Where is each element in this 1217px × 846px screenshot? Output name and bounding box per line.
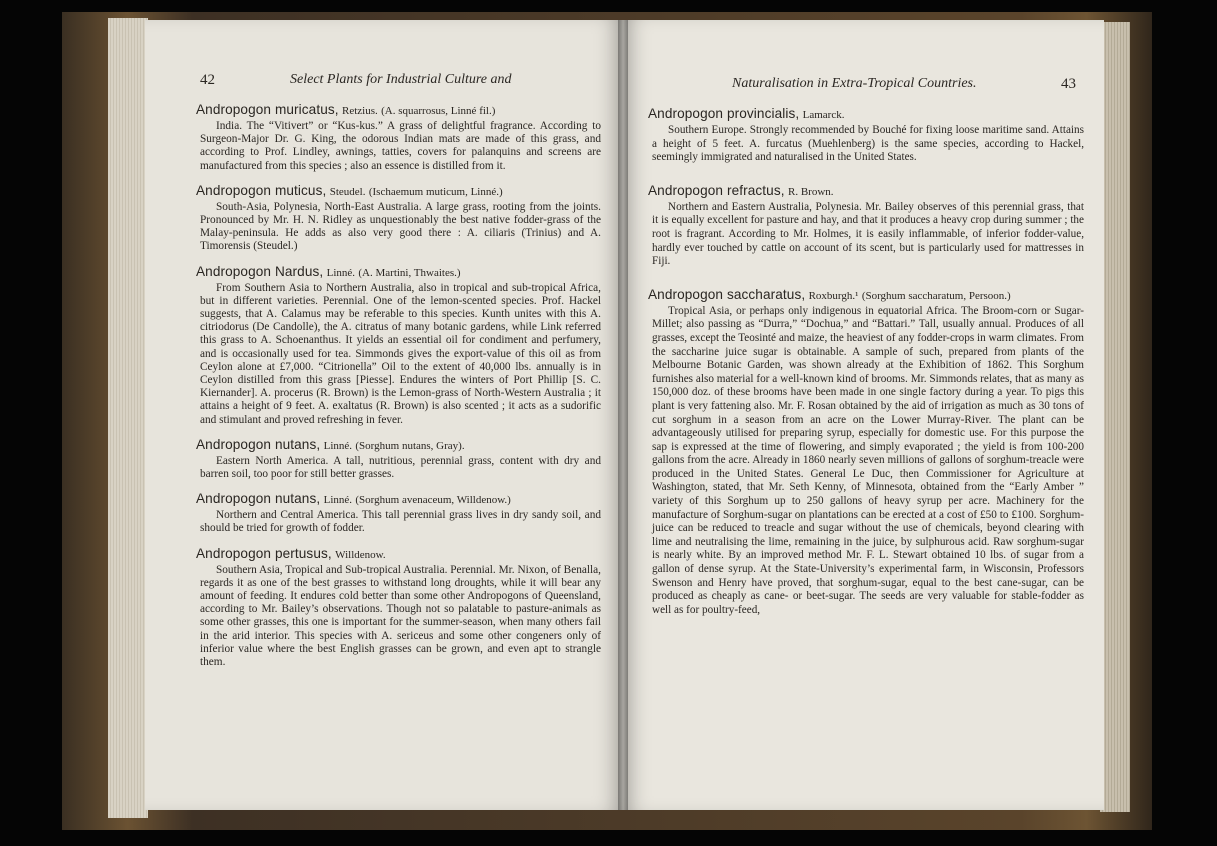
- entry-heading: [196, 546, 601, 563]
- entry-text: Tropical Asia, or perhaps only indigenous in equatorial Africa. The Broom-corn or Sugar-Millet; also passing as “Durra,” “Dochua,” and “Battari.” Tall, usually annual. Produces of all grasses, except the Teosinté and maize, the heaviest of any fodder-crops in warm climates. From the saccharine juice sugar is obtainable. A sample of such, prepared from plants of the Melbourne Botanic Garden, was shown already at the Exhibition of 1862. This Sorghum furnishes also material for a well-known kind of brooms. Mr. Simmonds relates, that as many as 150,000 doz. of these brooms have been made in one single factory during a year. To pigs this plant is very fattening also. Mr. F. Rosan obtained by the aid of irrigation as much as 30 tons of cut sorghum in a season from an acre on the Lower Murray-River. The plant can be advantageously utilised for preparing syrup, especially for domestic use. For this purpose the sap is expressed at the time of flowering, and simply evaporated ; the yield is from 100-200 gallons from the acre. Already in 1860 nearly seven millions of gallons of sorghum-treacle were produced in the United States. General Le Duc, then Commissioner for Agriculture at Washington, stated, that Mr. Seth Kenny, of Minnesota, obtained from the “Early Amber ” variety of this Sorghum up to 250 gallons of heavy syrup per acre. Machinery for the manufacture of Sorghum-sugar on plantations can be erected at a cost of £50 to £100. Sorghum-juice can be reduced to treacle and sugar without the use of chemicals, beyond clearing with lime and neutralising the lime, remaining in the juice, by sulphurous acid. Raw sorghum-sugar is nearly white. By an improved method Mr. F. L. Stewart obtained 10 lbs. of sugar from a gallon of dense syrup. At the State-University’s experimental farm, in Wisconsin, Professors Swenson and Henry have proved, that sorghum-sugar, equal to the best cane-sugar, can be produced as cheaply as cane- or beet-sugar. The seeds are very valuable for stable-fodder as well as for poultry-feed,: [652, 304, 1084, 616]
- species-author: Linné.: [323, 439, 353, 452]
- entry-heading: [648, 287, 1084, 304]
- species-name: Andropogon pertusus,: [196, 545, 332, 561]
- entry-nutans-2: [196, 491, 601, 535]
- species-author: R. Brown.: [787, 185, 834, 198]
- left-running-head: Select Plants for Industrial Culture and: [290, 72, 512, 87]
- entry-heading: [196, 491, 601, 508]
- species-name: Andropogon nutans,: [196, 491, 321, 507]
- species-author: Steudel.: [329, 185, 366, 198]
- entry-nardus: [196, 263, 601, 427]
- species-synonym: (Sorghum saccharatum, Persoon.): [861, 289, 1011, 302]
- entry-muricatus: [196, 102, 601, 173]
- entry-heading: [648, 106, 1084, 123]
- entry-pertusus: [196, 545, 601, 670]
- entry-heading: [648, 183, 1084, 200]
- species-author: Retzius.: [342, 105, 378, 117]
- entry-text: Eastern North America. A tall, nutritious, perennial grass, content with dry and barren soil, too poor for still better grasses.: [200, 454, 601, 481]
- right-running-head: Naturalisation in Extra-Tropical Countries.: [732, 76, 977, 91]
- entry-text: Northern and Central America. This tall perennial grass lives in dry sandy soil, and should be tried for growth of fodder.: [200, 509, 601, 535]
- right-page-number: 43: [1061, 76, 1076, 92]
- species-synonym: (A. Martini, Thwaites.): [358, 266, 461, 279]
- entry-refractus: [648, 182, 1084, 269]
- entry-text: From Southern Asia to Northern Australia, also in tropical and sub-tropical Africa, but in different varieties. Perennial. One of the lemon-scented species. Prof. Hackel suggests, that A. Calamus may be referable to this species. Kunth unites with this A. citriodorus (De Candolle), the A. citratus of many botanic gardens, while Link referred this grass to A. Schoenanthus. It yields an essential oil for condiment and perfumery, and is occasionally used for tea. Simmonds gives the export-value of this oil as from Ceylon alone at £7,000. “Citrionella” Oil to the extent of 40,000 lbs. annually is in Ceylon distilled from this grass [Piesse]. Endures the winters of Port Phillip [S. C. Kiernander]. A. procerus (R. Brown) is the Lemon-grass of North-Western Australia ; it attains a height of 9 feet. A. exaltatus (R. Brown) is also scented ; it acts as a sudorific and stimulant and proved refreshing in fever.: [200, 281, 601, 426]
- right-page-edges: [1100, 22, 1130, 812]
- entry-heading: [196, 183, 601, 200]
- entry-text: Southern Europe. Strongly recommended by Bouché for fixing loose maritime sand. Attains a height of 5 feet. A. furcatus (Muehlenberg) is the same species, according to Hackel, seemingly immigrated and naturalised in the United States.: [652, 124, 1084, 164]
- species-name: Andropogon nutans,: [196, 436, 321, 452]
- right-page-header: [652, 76, 1084, 98]
- species-name: Andropogon Nardus,: [196, 263, 324, 279]
- species-name: Andropogon muricatus,: [196, 102, 339, 117]
- species-synonym: (A. squarrosus, Linné fil.): [381, 105, 496, 117]
- species-name: Andropogon muticus,: [196, 182, 327, 198]
- entry-muticus: [196, 182, 601, 254]
- left-page-number: 42: [200, 72, 215, 88]
- species-synonym: (Sorghum nutans, Gray).: [355, 439, 465, 452]
- species-synonym: (Sorghum avenaceum, Willdenow.): [355, 494, 511, 507]
- left-page: [145, 20, 623, 810]
- entry-text: Northern and Eastern Australia, Polynesia. Mr. Bailey observes of this perennial grass, that it is equally excellent for pasture and hay, and that it produces a heavy crop during summer ; the root is fragrant. According to Mr. Holmes, it is easily inflammable, of inferior fodder-value, hardly ever touched by cattle on account of its scent, but is particularly used for mattresses in Fiji.: [652, 200, 1084, 268]
- entry-text: Southern Asia, Tropical and Sub-tropical Australia. Perennial. Mr. Nixon, of Benalla, regards it as one of the best grasses to withstand long droughts, while it will bear any amount of feeding. It endures cold better than some other Andropogons of Queensland, according to Mr. Bailey’s observations. Though not so palatable to pasture-animals as some other grasses, this one is important for the summer-season, when many others fail in the arid interior. This species with A. sericeus and some other congeners only of inferior value where the best English grasses can be grown, and even apt to strangle them.: [200, 563, 601, 669]
- left-page-edges: [108, 18, 148, 818]
- species-name: Andropogon refractus,: [648, 182, 785, 198]
- entry-text: India. The “Vitivert” or “Kus-kus.” A grass of delightful fragrance. According to Surgeon-Major Dr. G. King, the odorous Indian mats are made of this grass, and according to Prof. Lindley, awnings, tatties, covers for palanquins and screens are manufactured from this species ; also an essence is distilled from it.: [200, 120, 601, 172]
- entry-nutans-1: [196, 436, 601, 481]
- species-synonym: (Ischaemum muticum, Linné.): [368, 185, 503, 198]
- entry-provincialis: [648, 106, 1084, 165]
- species-author: Linné.: [323, 494, 353, 507]
- species-author: Lamarck.: [802, 109, 845, 121]
- entry-saccharatus: [648, 286, 1084, 618]
- entry-heading: [196, 264, 601, 281]
- entry-text: South-Asia, Polynesia, North-East Australia. A large grass, rooting from the joints. Pronounced by Mr. H. N. Ridley as unquestionably the best native fodder-grass of the Malay-peninsula. He adds as also very good there : A. ciliaris (Trinius) and A. Timorensis (Steudel.): [200, 200, 601, 253]
- left-page-header: [200, 72, 601, 94]
- species-author: Willdenow.: [335, 548, 386, 561]
- entry-heading: [196, 102, 601, 119]
- right-page: [622, 20, 1104, 810]
- book-gutter: [618, 20, 628, 810]
- species-name: Andropogon saccharatus,: [648, 286, 806, 302]
- entry-heading: [196, 437, 601, 454]
- species-author: Roxburgh.¹: [808, 289, 859, 302]
- species-author: Linné.: [326, 266, 356, 279]
- species-name: Andropogon provincialis,: [648, 106, 800, 121]
